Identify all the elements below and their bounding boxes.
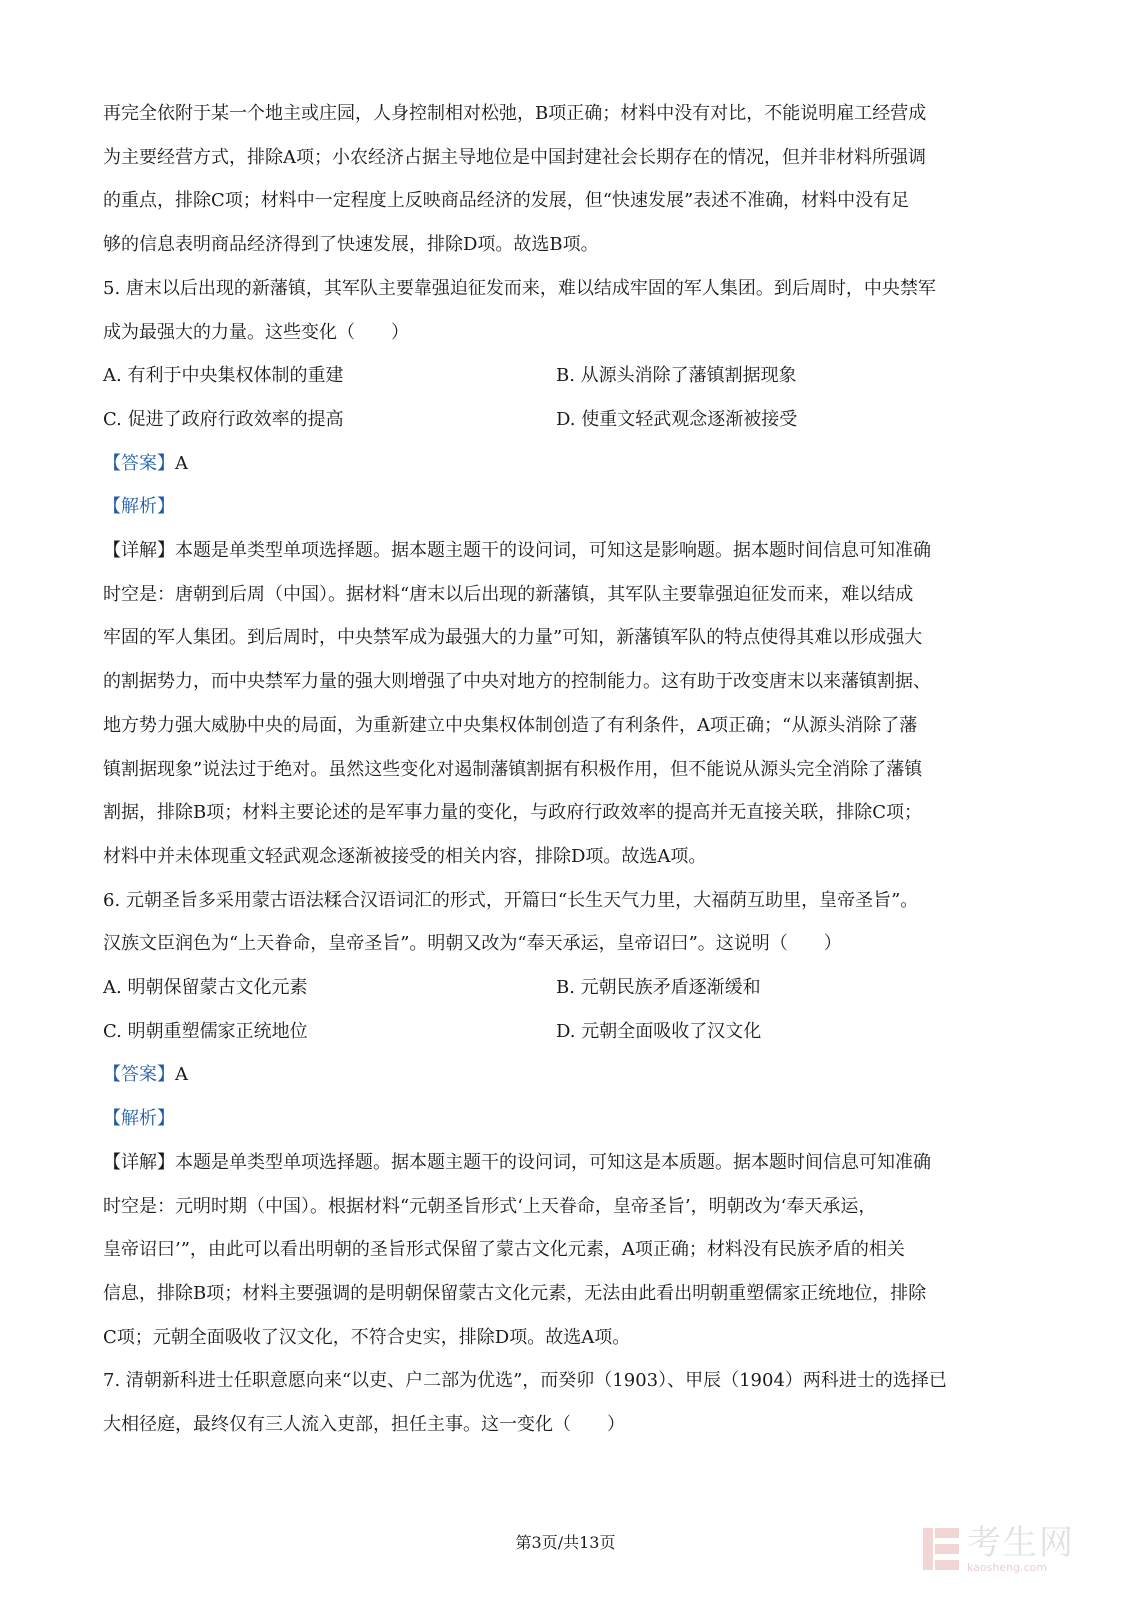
q6-detail-line: 皇帝诏曰’”，由此可以看出明朝的圣旨形式保留了蒙古文化元素，A项正确；材料没有民族矛盾的相关 [103, 1239, 905, 1261]
q6-options-row-2 [103, 1010, 1038, 1054]
watermark [921, 1520, 1081, 1578]
intro-line: 的重点，排除C项；材料中一定程度上反映商品经济的发展，但“快速发展”表述不准确，材料中没有足 [103, 190, 910, 212]
intro-line: 为主要经营方式，排除A项；小农经济占据主导地位是中国封建社会长期存在的情况，但并非材料所强调 [103, 146, 926, 168]
q5-answer [103, 442, 1038, 486]
q5-option-d: D. 使重文轻武观念逐渐被接受 [556, 408, 798, 430]
q6-option-a: A. 明朝保留蒙古文化元素 [103, 977, 308, 999]
q7-stem-line: 7. 清朝新科进士任职意愿向来“以吏、户二部为优选”，而癸卯（1903）、甲辰（1904）两科进士的选择已 [103, 1370, 947, 1392]
q6-analysis-tag: 【解析】 [103, 1108, 175, 1130]
q5-detail-line: 牢固的军人集团。到后周时，中央禁军成为最强大的力量”可知，新藩镇军队的特点使得其难以形成强大 [103, 627, 923, 649]
q6-detail-line: C项；元朝全面吸收了汉文化，不符合史实，排除D项。故选A项。 [103, 1326, 631, 1348]
q5-options-row-2 [103, 398, 1038, 442]
q5-analysis [103, 485, 1038, 529]
page-content [103, 92, 1038, 1447]
intro-line: 够的信息表明商品经济得到了快速发展，排除D项。故选B项。 [103, 234, 599, 256]
q6-detail-line: 信息，排除B项；材料主要强调的是明朝保留蒙古文化元素，无法由此看出明朝重塑儒家正统地位，排除 [103, 1282, 927, 1304]
q5-answer-tag: 【答案】 [103, 452, 175, 474]
watermark-url: kaosheng.com [967, 1560, 1048, 1574]
q5-option-c: C. 促进了政府行政效率的提高 [103, 408, 344, 430]
q7-stem-line: 大相径庭，最终仅有三人流入吏部，担任主事。这一变化（ ） [103, 1414, 625, 1436]
q6-stem-line: 汉族文臣润色为“上天眷命，皇帝圣旨”。明朝又改为“奉天承运，皇帝诏曰”。这说明（ ） [103, 933, 842, 955]
q5-detail-line: 的割据势力，而中央禁军力量的强大则增强了中央对地方的控制能力。这有助于改变唐末以来藩镇割据、 [103, 671, 931, 693]
q5-detail-line: 时空是：唐朝到后周（中国）。据材料“唐末以后出现的新藩镇，其军队主要靠强迫征发而来，难以结成 [103, 583, 914, 605]
q6-detail-line: 【详解】本题是单类型单项选择题。据本题主题干的设问词，可知这是本质题。据本题时间信息可知准确 [103, 1151, 931, 1173]
page-number: 第3页/共13页 [515, 1533, 616, 1552]
intro-line: 再完全依附于某一个地主或庄园，人身控制相对松弛，B项正确；材料中没有对比，不能说明雇工经营成 [103, 103, 927, 124]
q6-option-c: C. 明朝重塑儒家正统地位 [103, 1020, 308, 1042]
q5-detail-line: 材料中并未体现重文轻武观念逐渐被接受的相关内容，排除D项。故选A项。 [103, 845, 707, 867]
q5-options-row-1 [103, 354, 1038, 398]
q6-answer [103, 1053, 1038, 1097]
q5-answer-value: A [175, 452, 188, 474]
q6-stem-line: 6. 元朝圣旨多采用蒙古语法糅合汉语词汇的形式，开篇曰“长生天气力里，大福荫互助里，皇帝圣旨”。 [103, 889, 919, 911]
q5-analysis-tag: 【解析】 [103, 496, 175, 518]
q5-detail-line: 镇割据现象”说法过于绝对。虽然这些变化对遏制藩镇割据有积极作用，但不能说从源头完全消除了藩镇 [103, 758, 923, 780]
question-5 [103, 267, 1038, 879]
q5-detail-line: 地方势力强大威胁中央的局面，为重新建立中央集权体制创造了有利条件，A项正确；“从源头消除了藩 [103, 714, 918, 736]
q6-answer-tag: 【答案】 [103, 1064, 175, 1086]
watermark-text: 考生网 [967, 1522, 1075, 1563]
q5-option-b: B. 从源头消除了藩镇割据现象 [556, 365, 797, 387]
q5-stem-line: 成为最强大的力量。这些变化（ ） [103, 321, 409, 343]
question-7 [103, 1359, 1038, 1446]
q5-option-a: A. 有利于中央集权体制的重建 [103, 365, 344, 387]
q6-option-b: B. 元朝民族矛盾逐渐缓和 [556, 977, 761, 999]
q6-answer-value: A [175, 1064, 188, 1086]
q5-stem-line: 5. 唐末以后出现的新藩镇，其军队主要靠强迫征发而来，难以结成牢固的军人集团。到后周时，中央禁军 [103, 277, 936, 299]
q6-analysis [103, 1097, 1038, 1141]
question-6 [103, 879, 1038, 1360]
intro-block [103, 92, 1038, 267]
q6-options-row-1 [103, 966, 1038, 1010]
logo-icon [921, 1526, 961, 1572]
q6-detail-line: 时空是：元明时期（中国）。根据材料“元朝圣旨形式‘上天眷命，皇帝圣旨’，明朝改为‘奉天承运， [103, 1195, 877, 1217]
q5-detail-line: 【详解】本题是单类型单项选择题。据本题主题干的设问词，可知这是影响题。据本题时间信息可知准确 [103, 540, 931, 561]
q6-option-d: D. 元朝全面吸收了汉文化 [556, 1020, 762, 1042]
q5-detail-line: 割据，排除B项；材料主要论述的是军事力量的变化，与政府行政效率的提高并无直接关联，排除C项； [103, 802, 922, 824]
